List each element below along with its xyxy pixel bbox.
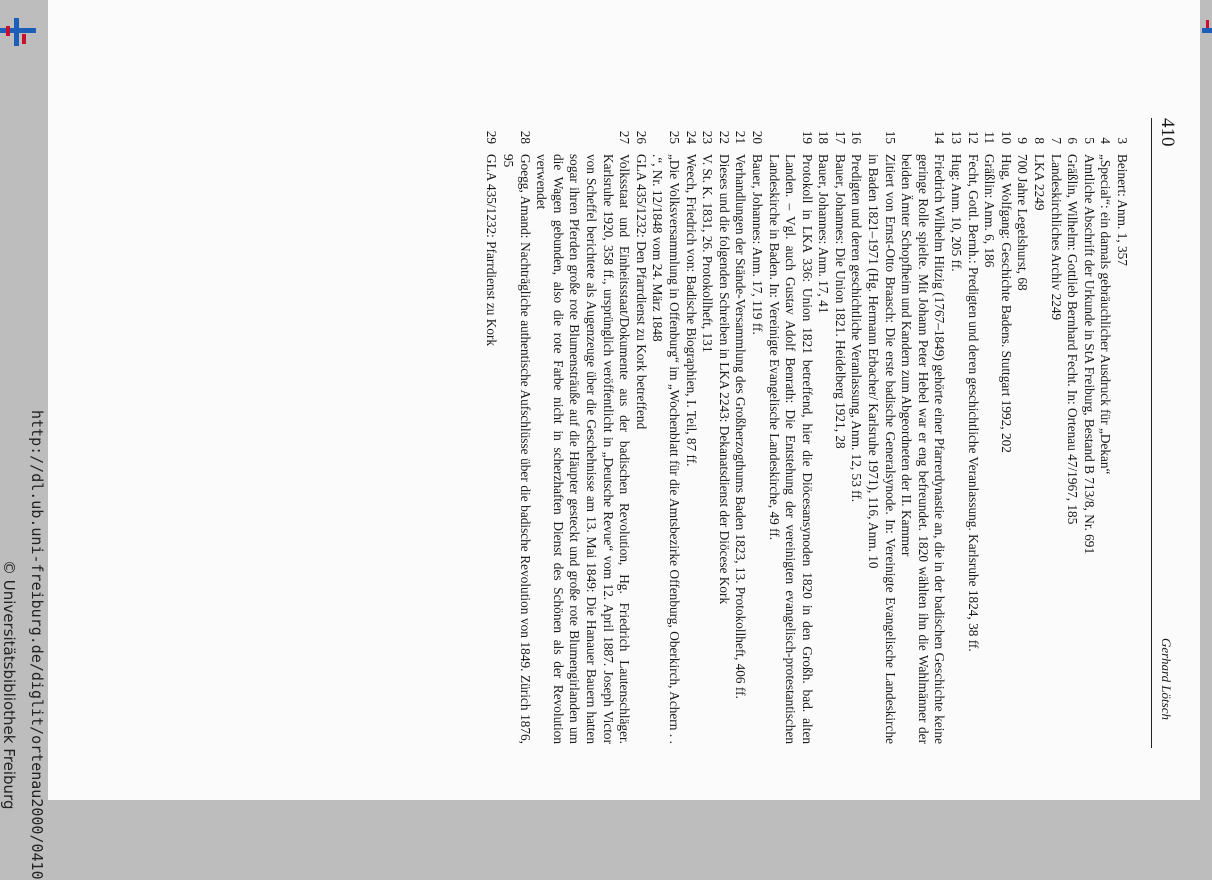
footnote-text: Verhandlungen der Stände-Versammlung des Großherzogthums Baden 1823, 13. Protokollheft, 406 ff. — [733, 154, 749, 699]
footnote-number: 5 — [1081, 137, 1097, 144]
footnote-text: „Die Volksversammlung in Offenburg“ im „Wochenblatt für die Amtsbezirke Offenburg, Oberkirch, Achern . . .“, Nr. 12/1848 vom 24. März 1848 — [650, 154, 682, 744]
footnote-item — [732, 122, 749, 744]
footnote-text: Landeskirchliches Archiv 2249 — [1048, 154, 1064, 321]
page-number: 410 — [1157, 118, 1178, 147]
footnote-item — [981, 122, 998, 744]
footnote-item — [1113, 122, 1130, 744]
footnote-number: 9 — [1015, 137, 1031, 144]
footnote-text: V. St. K. 1831, 26. Protokollheft, 131 — [700, 154, 716, 353]
footnote-text: Zitiert von Ernst-Otto Braasch: Die erste badische Generalsynode. In: Vereinigte Evangelische Landeskirche in Baden 1821–1971 (Hg. Hermann Erbacher/ Karlsruhe 1971), 116, Anm. 10 — [866, 154, 898, 744]
footnote-number: 12 — [965, 130, 981, 144]
footnote-number: 27 — [617, 130, 633, 144]
footnote-item — [649, 122, 682, 744]
footnote-text: Volksstaat und Einheitsstaat/Dokumente aus der badischen Revolution, Hg. Friedrich Lautenschläger. Karlsruhe 1920, 358 ff., ursprünglich veröffentlicht in „Deutsche Revue“ vom 12. April 1887. Joseph Victor von Scheffel berichtete als Augenzeuge über die Geschehnisse am 13. Mai 1849: Die Hanauer Bauern hatten sogar ihren Pferden große rote Blumensträuße auf die Häupter gesteckt und große rote Blumengirlanden um die Wagen gebunden, also die rote Farbe nicht in scherzhaften Dienst des Schönen als der Revolution verwendet — [534, 154, 633, 744]
footnote-item — [632, 122, 649, 744]
book-page — [48, 0, 1200, 800]
footnote-item — [947, 122, 964, 744]
footnote-item — [483, 122, 500, 744]
footnote-number: 22 — [716, 130, 732, 144]
right-edge-strip — [1200, 0, 1212, 800]
footnote-text: Friedrich Wilhelm Hitzig (1767–1849) gehörte einer Pfarrerdynastie an, die in der badischen Geschichte keine geringe Rolle spielte. Mit Johann Peter Hebel war er eng befreundet. 1820 wählten ihn die Wahlmänner der beiden Ämter Schopfheim und Kandern zum Abgeordneten der II. Kammer — [899, 154, 948, 744]
footnote-item — [1080, 122, 1097, 744]
footnote-item — [898, 122, 948, 744]
library-logo-icon-right — [1200, 18, 1212, 48]
footnote-text: LKA 2249 — [1032, 154, 1048, 211]
source-url-link[interactable]: http://dl.ub.uni-freiburg.de/diglit/ortenau2000/0410 — [28, 410, 46, 880]
footnote-number: 23 — [700, 130, 716, 144]
footnote-text: Bauer, Johannes: Anm. 17, 41 — [816, 154, 832, 314]
footnote-text: Dieses und die folgenden Schreiben in LKA 2243: Dekanatsdienst der Diöcese Kork — [716, 154, 732, 605]
footnote-number: 18 — [816, 130, 832, 144]
footnote-text: Hug, Wolfgang: Geschichte Badens. Stuttgart 1992, 202 — [998, 154, 1014, 453]
footnote-text: Weech, Friedrich von: Badische Biographien, I. Teil, 87 ff. — [683, 154, 699, 467]
footnote-text: „Special“: ein damals gebräuchlicher Ausdruck für „Dekan“ — [1098, 154, 1114, 475]
footnote-number: 14 — [932, 130, 948, 144]
footnotes-list — [483, 122, 1130, 744]
footnote-item — [699, 122, 716, 744]
copyright-notice: © Universitätsbibliothek Freiburg — [0, 560, 18, 810]
footnote-number: 24 — [683, 130, 699, 144]
footnote-text: Fecht, Gottl. Bernh.: Predigten und deren geschichtliche Veranlassung. Karlsruhe 1824, 38 ff. — [965, 154, 981, 652]
footnote-number: 28 — [517, 130, 533, 144]
footnote-number: 3 — [1115, 137, 1130, 144]
footnote-item — [715, 122, 732, 744]
footnote-item — [499, 122, 532, 744]
footnote-text: Predigten und deren geschichtliche Veranlassung, Anm. 12, 53 ff. — [849, 154, 865, 503]
footnote-item — [1014, 122, 1031, 744]
footnote-item — [964, 122, 981, 744]
footnote-number: 19 — [799, 130, 815, 144]
footnote-text: 700 Jahre Legelshurst, 68 — [1015, 154, 1031, 291]
footnote-item — [1064, 122, 1081, 744]
rotated-page-content — [48, 0, 1200, 800]
footnote-text: Bauer, Johannes: Die Union 1821. Heidelberg 1921, 28 — [832, 154, 848, 449]
footnote-number: 21 — [733, 130, 749, 144]
footnote-item — [848, 122, 865, 744]
footnote-item — [682, 122, 699, 744]
footnote-number: 29 — [484, 130, 500, 144]
footnote-item — [1097, 122, 1114, 744]
footnote-text: Hug: Anm. 10, 205 ff. — [949, 154, 965, 272]
footnote-number: 8 — [1032, 137, 1048, 144]
footnote-item — [815, 122, 832, 744]
footnote-item — [748, 122, 765, 744]
footnote-number: 4 — [1098, 137, 1114, 144]
footnote-number: 25 — [666, 130, 682, 144]
footnote-text: Beinert: Anm. 1, 357 — [1115, 154, 1130, 266]
footnote-text: Goegg, Amand: Nachträgliche authentische Aufschlüsse über die badische Revolution von 1849. Zürich 1876, 95 — [501, 154, 533, 744]
source-sidebar — [0, 0, 48, 880]
footnote-number: 11 — [982, 131, 998, 144]
footnote-text: GLA 435/1232: Den Pfarrdienst zu Kork betreffend — [633, 154, 649, 430]
footnote-item — [533, 122, 633, 744]
footnote-item — [1047, 122, 1064, 744]
running-header-author: Gerhard Lötsch — [1159, 638, 1174, 720]
footnote-text: Protokoll in LKA 336: Union 1821 betreffend, hier die Diöcesansynoden 1820 in den Großh. bad. alten Landen. – Vgl. auch Gustav Adolf Benrath: Die Entstehung der vereinigten evangelisch-protestantischen Landeskirche in Baden. In: Vereinigte Evangelische Landeskirche, 49 ff. — [766, 154, 815, 744]
footnote-number: 16 — [849, 130, 865, 144]
footnote-text: GLA 435/1232: Pfarrdienst zu Kork — [484, 154, 500, 347]
footnote-number: 10 — [998, 130, 1014, 144]
footnote-item — [765, 122, 815, 744]
footnote-number: 6 — [1065, 137, 1081, 144]
footnote-number: 20 — [749, 130, 765, 144]
footnote-number: 26 — [633, 130, 649, 144]
footnote-item — [1030, 122, 1047, 744]
footnote-number: 17 — [832, 130, 848, 144]
library-logo-icon — [0, 18, 36, 48]
footnote-text: Gräßlin: Anm. 6, 186 — [982, 154, 998, 268]
footnote-item — [865, 122, 898, 744]
footnote-text: Bauer, Johannes: Anm. 17, 119 ff. — [749, 154, 765, 335]
header-rule — [1151, 118, 1152, 748]
footnote-item — [997, 122, 1014, 744]
footnote-item — [831, 122, 848, 744]
footnote-text: Amtliche Abschrift der Urkunde in StA Freiburg, Bestand B 713/8, Nr. 691 — [1081, 154, 1097, 555]
footnote-number: 15 — [882, 130, 898, 144]
footnote-number: 7 — [1048, 137, 1064, 144]
footnote-number: 13 — [949, 130, 965, 144]
footnote-text: Gräßlin, Wilhelm: Gottlieb Bernhard Fecht. In: Ortenau 47/1967, 185 — [1065, 154, 1081, 525]
